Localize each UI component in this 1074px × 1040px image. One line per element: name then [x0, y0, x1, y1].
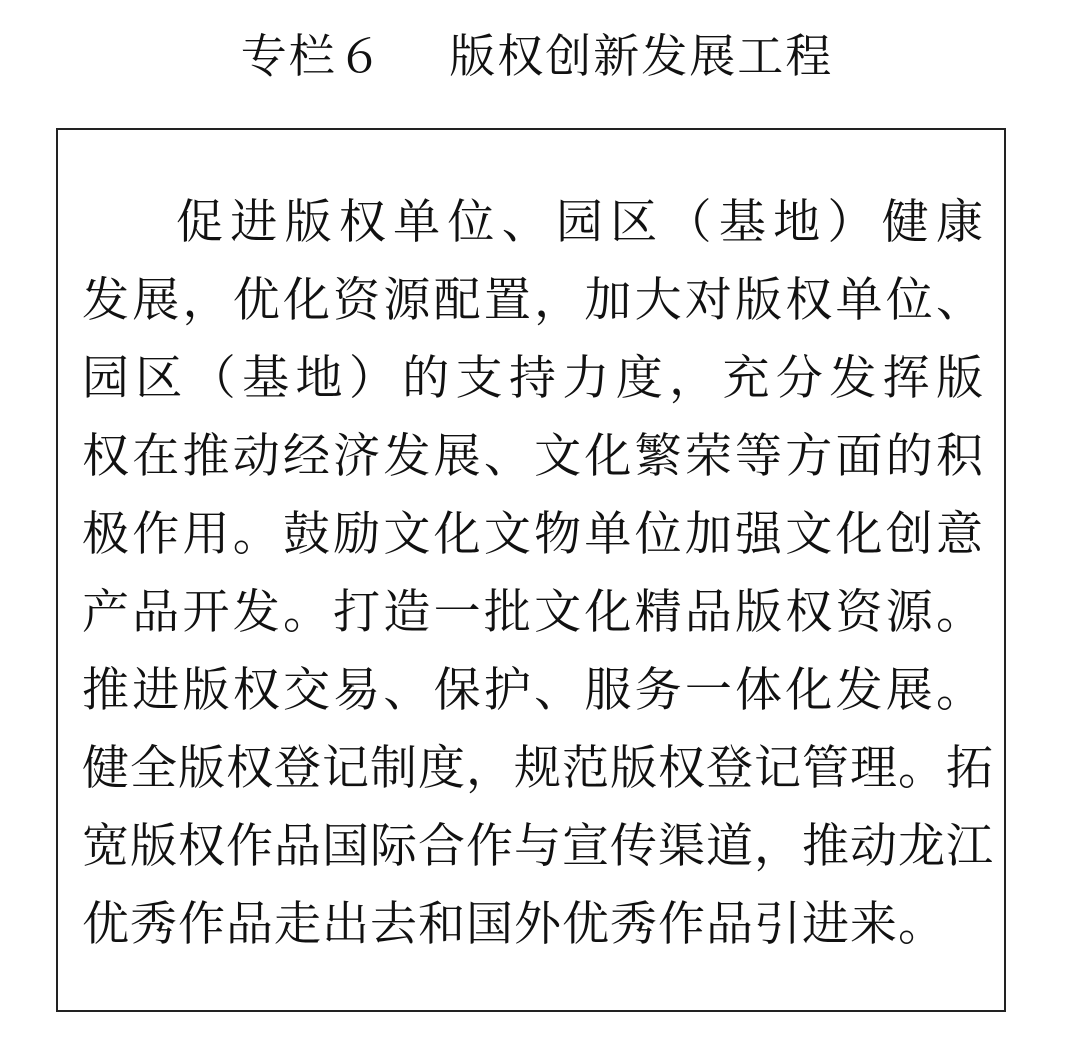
body-line-10: 优秀作品走出去和国外优秀作品引进来。 [82, 897, 946, 952]
column-title: 专栏６ 版权创新发展工程 [240, 29, 834, 83]
body-line-7: 推进版权交易、保护、服务一体化发展。 [82, 663, 984, 718]
column-body-text [82, 184, 994, 964]
body-line-2: 发展，优化资源配置，加大对版权单位、 [82, 273, 984, 328]
column-box [56, 128, 1006, 1012]
body-line-3: 园区（基地）的支持力度，充分发挥版 [82, 351, 984, 406]
body-line-8: 健全版权登记制度，规范版权登记管理。拓 [82, 741, 994, 796]
body-line-6: 产品开发。打造一批文化精品版权资源。 [82, 585, 984, 640]
body-line-1: 促进版权单位、园区（基地）健康 [176, 195, 984, 250]
body-line-4: 权在推动经济发展、文化繁荣等方面的积 [82, 429, 984, 484]
body-line-5: 极作用。鼓励文化文物单位加强文化创意 [82, 507, 984, 562]
body-line-9: 宽版权作品国际合作与宣传渠道，推动龙江 [82, 819, 994, 874]
